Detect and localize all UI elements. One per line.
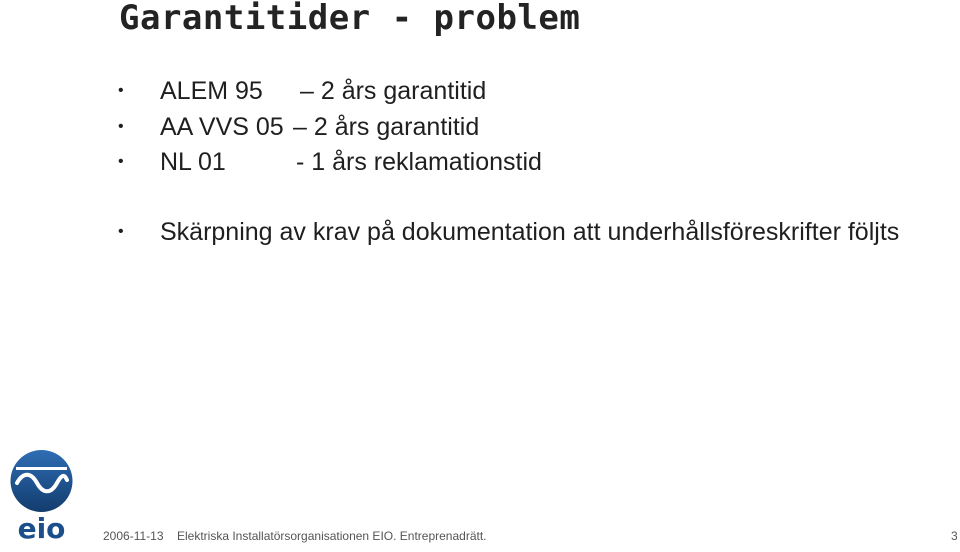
bullet-name: ALEM 95 — [160, 77, 263, 105]
bullet-value: – 2 års garantitid — [293, 113, 480, 141]
bullet-dot: • — [118, 223, 124, 240]
eio-logo — [9, 450, 74, 542]
bullet-value: - 1 års reklamationstid — [296, 148, 542, 176]
page-number: 3 — [951, 529, 958, 543]
bullet-name: AA VVS 05 — [160, 113, 284, 141]
bullet-value: – 2 års garantitid — [300, 77, 487, 105]
bullet-dot: • — [118, 118, 124, 135]
bullet-dot: • — [118, 153, 124, 170]
footer-date: 2006-11-13 — [103, 529, 164, 543]
bullet-dot: • — [118, 82, 124, 99]
bullet-text: Skärpning av krav på dokumentation att underhållsföreskrifter följts — [160, 218, 900, 246]
wave-logo-icon — [9, 450, 74, 542]
bullet-name: NL 01 — [160, 148, 226, 176]
logo-text: eio — [17, 512, 66, 542]
slide-title: Garantitider - problem — [119, 0, 581, 38]
footer-organization: Elektriska Installatörsorganisationen EIO. Entreprenadrätt. — [177, 529, 487, 543]
